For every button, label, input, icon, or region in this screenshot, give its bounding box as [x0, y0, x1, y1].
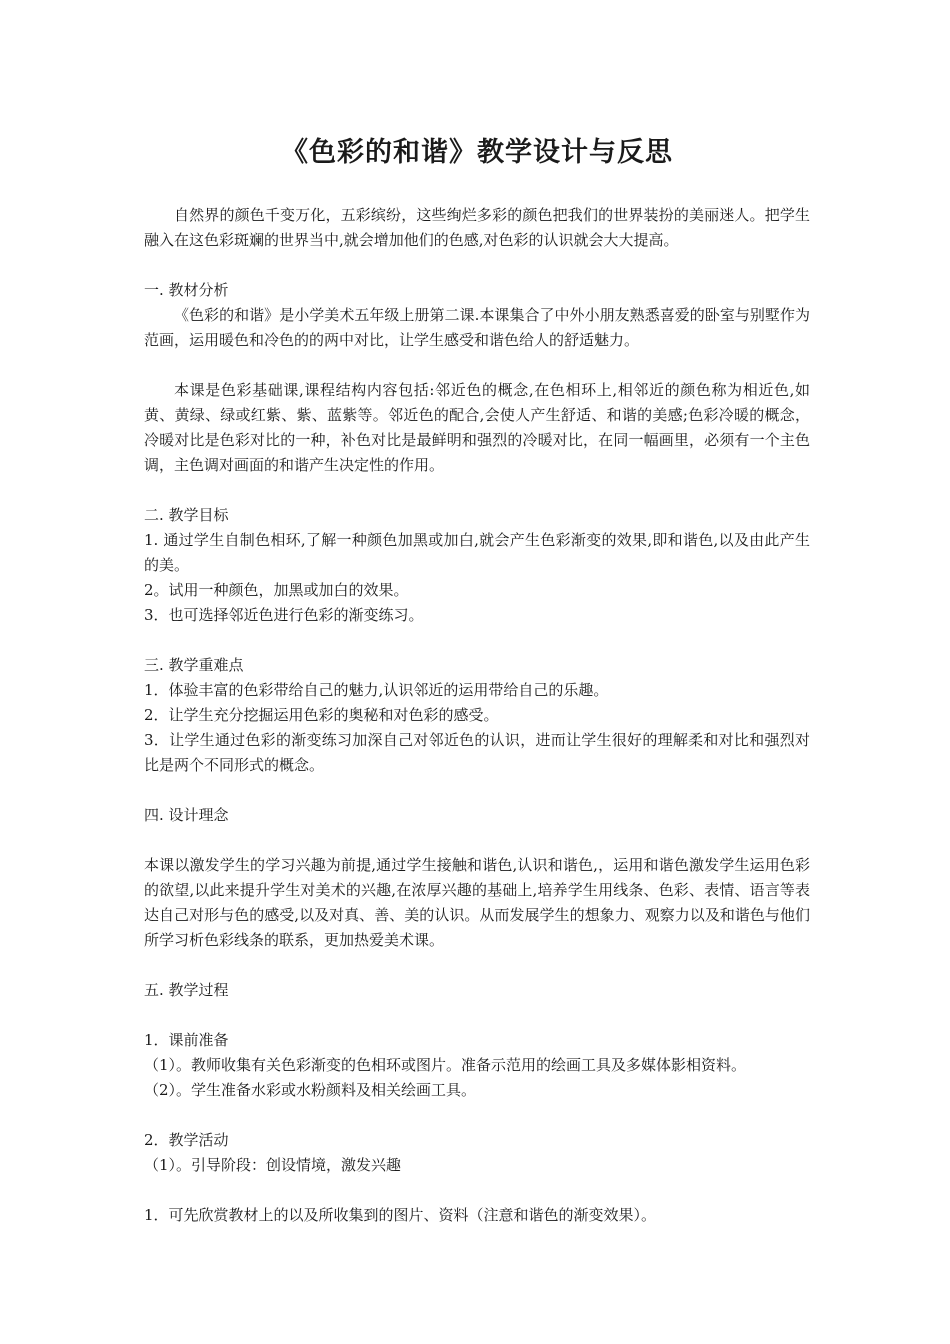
intro-paragraph: 自然界的颜色千变万化，五彩缤纷，这些绚烂多彩的颜色把我们的世界装扮的美丽迷人。把学生融入在这色彩斑斓的世界当中,就会增加他们的色感,对色彩的认识就会大大提高。 [144, 206, 810, 249]
spacer [144, 953, 810, 978]
section-heading-2: 二. 教学目标 [144, 506, 229, 524]
spacer [144, 628, 810, 653]
spacer [144, 478, 810, 503]
section-heading-3: 三. 教学重难点 [144, 656, 244, 674]
section-heading-4: 四. 设计理念 [144, 806, 229, 824]
list-item: 2。试用一种颜色，加黑或加白的效果。 [144, 581, 409, 599]
subsection-heading-activity: 2．教学活动 [144, 1131, 229, 1149]
list-item: 1．可先欣赏教材上的以及所收集到的图片、资料（注意和谐色的渐变效果）。 [144, 1206, 657, 1224]
spacer [144, 253, 810, 278]
section4-paragraph: 本课以激发学生的学习兴趣为前提,通过学生接触和谐色,认识和谐色,，运用和谐色激发学生运用色彩的欲望,以此来提升学生对美术的兴趣,在浓厚兴趣的基础上,培养学生用线条、色彩、表情、语言等表达自己对形与色的感受,以及对真、善、美的认识。从而发展学生的想象力、观察力以及和谐色与他们所学习析色彩线条的联系，更加热爱美术课。 [144, 856, 810, 949]
list-item: （1）。教师收集有关色彩渐变的色相环或图片。准备示范用的绘画工具及多媒体影相资料。 [144, 1056, 747, 1074]
section-heading-5: 五. 教学过程 [144, 981, 229, 999]
spacer [144, 1103, 810, 1128]
spacer [144, 353, 810, 378]
list-item: （1）。引导阶段：创设情境，激发兴趣 [144, 1156, 402, 1174]
list-item: （2）。学生准备水彩或水粉颜料及相关绘画工具。 [144, 1081, 477, 1099]
subsection-heading-prep: 1．课前准备 [144, 1031, 229, 1049]
list-item: 1．体验丰富的色彩带给自己的魅力,认识邻近的运用带给自己的乐趣。 [144, 681, 609, 699]
list-item: 2．让学生充分挖掘运用色彩的奥秘和对色彩的感受。 [144, 706, 499, 724]
page-title: 《色彩的和谐》教学设计与反思 [281, 137, 673, 168]
list-item: 3．让学生通过色彩的渐变练习加深自己对邻近色的认识，进而让学生很好的理解柔和对比和强烈对比是两个不同形式的概念。 [144, 731, 810, 774]
spacer [144, 1178, 810, 1203]
list-item: 1. 通过学生自制色相环,了解一种颜色加黑或加白,就会产生色彩渐变的效果,即和谐色,以及由此产生的美。 [144, 531, 810, 574]
spacer [144, 1003, 810, 1028]
list-item: 3．也可选择邻近色进行色彩的渐变练习。 [144, 606, 424, 624]
spacer [144, 778, 810, 803]
section1-paragraph-2: 本课是色彩基础课,课程结构内容包括:邻近色的概念,在色相环上,相邻近的颜色称为相近色,如黄、黄绿、绿或红紫、紫、蓝紫等。邻近色的配合,会使人产生舒适、和谐的美感;色彩冷暖的概念，冷暖对比是色彩对比的一种，补色对比是最鲜明和强烈的冷暖对比，在同一幅画里，必须有一个主色调，主色调对画面的和谐产生决定性的作用。 [144, 381, 810, 474]
spacer [144, 828, 810, 853]
section1-paragraph-1: 《色彩的和谐》是小学美术五年级上册第二课.本课集合了中外小朋友熟悉喜爱的卧室与别墅作为范画，运用暖色和冷色的的两中对比，让学生感受和谐色给人的舒适魅力。 [144, 306, 810, 349]
section-heading-1: 一. 教材分析 [144, 281, 229, 299]
